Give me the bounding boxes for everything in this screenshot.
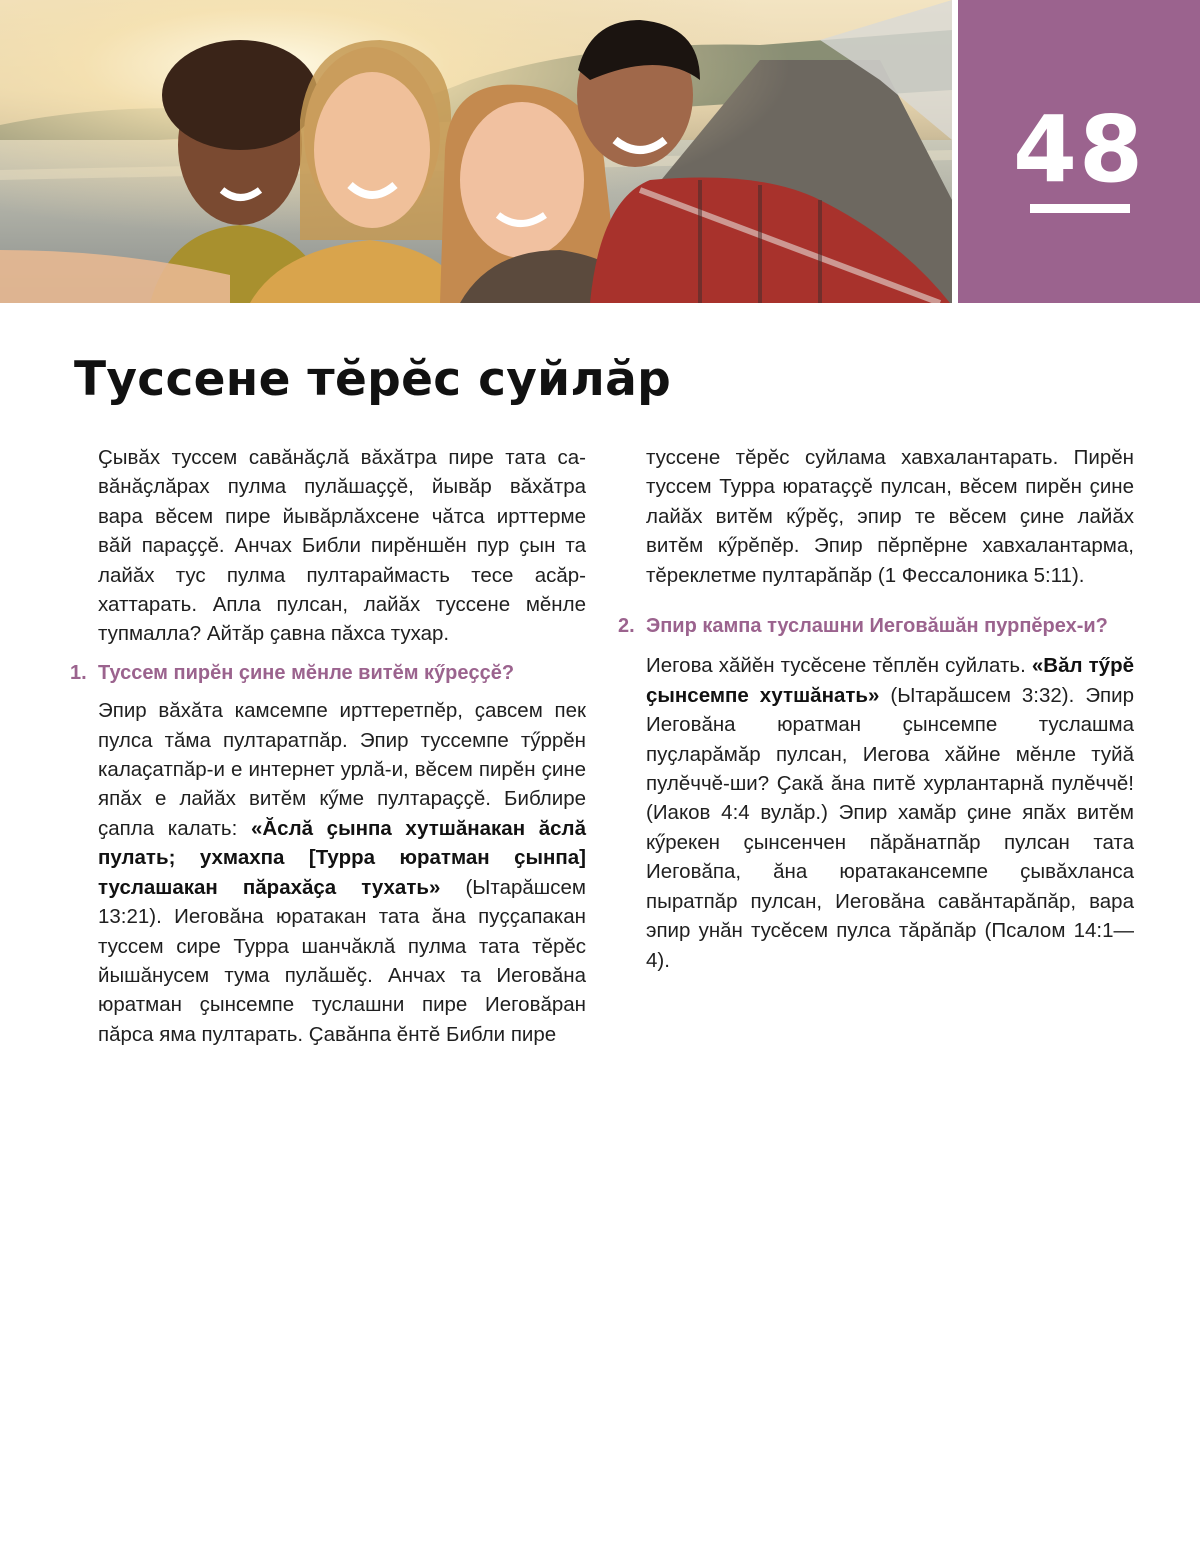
section-1-number: 1. [70,661,87,684]
left-column [70,443,586,1049]
section-1-question: Туссем пирӗн ҫине мӗнле витӗм кӳреҫҫӗ? [98,661,515,684]
lesson-number-underline [1030,204,1130,213]
photo-illustration [0,0,952,303]
section-1-body-continued: туссене тӗрӗс суйлама хавхалантарать. Пирӗн туссем Турра юратаҫҫӗ пулсан, вӗсем пирӗн ҫине лайӑх витӗм кӳрӗҫ, эпир те вӗсем ҫине лайӑх витӗм кӳрӗпӗр. Эпир пӗрпӗрне хавхалантарма, тӗреклетме пултарӑпӑр (1 Фессалоника 5:11). [646,446,1134,587]
lesson-number: 48 [1012,96,1146,203]
lesson-number-badge [958,0,1200,303]
section-2-question: Эпир кампа туслашни Иеговӑшӑн пурпӗрех-и? [646,615,1108,638]
section-2-number: 2. [618,615,635,638]
section-1-text-after: (Ытарӑшсем 13:21). Иеговӑна юратакан тата ӑна пуҫҫапакан туссем сире Турра шанчӑклӑ пулма тата тӗрӗс йышӑнусем тума пулӑшӗҫ. Анчах та Иеговӑна юратман ҫынсемпе туслашни пире Иеговӑран пӑрса яма пултарать. Ҫавӑнпа ӗнтӗ Библи пире [98,875,586,1046]
right-column-section-2 [618,612,1135,975]
section-1-continuation [646,443,1134,590]
section-1-scripture-quote: «Ӑслӑ ҫынпа хутшӑнакан ӑслӑ пулать; ухмахпа [Турра юратман ҫынпа] туслашакан пӑрахӑҫа тухать» [98,816,586,899]
section-1-heading [70,659,586,688]
section-2-text-before: Иегова хӑйӗн тусӗсене тӗплӗн суйлать. [646,654,1032,678]
section-1-body [98,696,586,1049]
section-2-body [646,651,1134,974]
header-photo [0,0,952,303]
page-title: Туссене тӗрӗс суйлӑр [74,352,672,407]
section-2-text-after: (Ытарӑшсем 3:32). Эпир Иеговӑна юратман ҫынсемпе туслашма пуҫларӑмӑр пулсан, Иегова хӑйне мӗнле туйӑ пулӗччӗ-ши? Ҫакӑ ӑна питӗ хурлантарнӑ пулӗччӗ! (Иаков 4:4 вулӑр.) Эпир хамӑр ҫине япӑх витӗм кӳрекен ҫынсенчен пӑрӑнатпӑр пулсан тата Иеговӑпа, ӑна юратакансемпе ҫывӑхланса пыратпӑр пулсан, Иеговӑна савӑнтарӑпӑр, вара эпир унӑн тусӗсем пулса тӑрӑпӑр (Псалом 14:1—4). [646,683,1135,972]
section-1-text-before: Эпир вӑхӑта камсемпе ирттеретпӗр, ҫавсем пек пулса тӑма пултаратпӑр. Эпир туссемпе тӳррӗн калаҫатпӑр-и е интернет урлӑ-и, вӗсем пирӗн ҫине япӑх е лайӑх витӗм кӳме пултараҫҫӗ. Библире ҫапла калать: [98,699,586,840]
section-2-scripture-quote: «Вӑл тӳрӗ ҫынсемпе хутшӑнать» [646,654,1134,707]
intro-paragraph: Ҫывӑх туссем савӑнӑҫлӑ вӑхӑтра пире тата савӑнӑҫлӑрах пулма пулӑшаҫҫӗ, йывӑр вӑхӑтра вара вӗсем пире йывӑрлӑхсене чӑтса ирттерме вӑй параҫҫӗ. Анчах Библи пирӗншӗн пур ҫын та лайӑх тус пулма пултараймасть тесе асӑрхаттарать. Апла пулсан, лайӑх туссене мӗнле тупмалла? Айтӑр ҫавна пӑхса тухар. [98,446,586,646]
section-2-heading [618,612,1134,641]
